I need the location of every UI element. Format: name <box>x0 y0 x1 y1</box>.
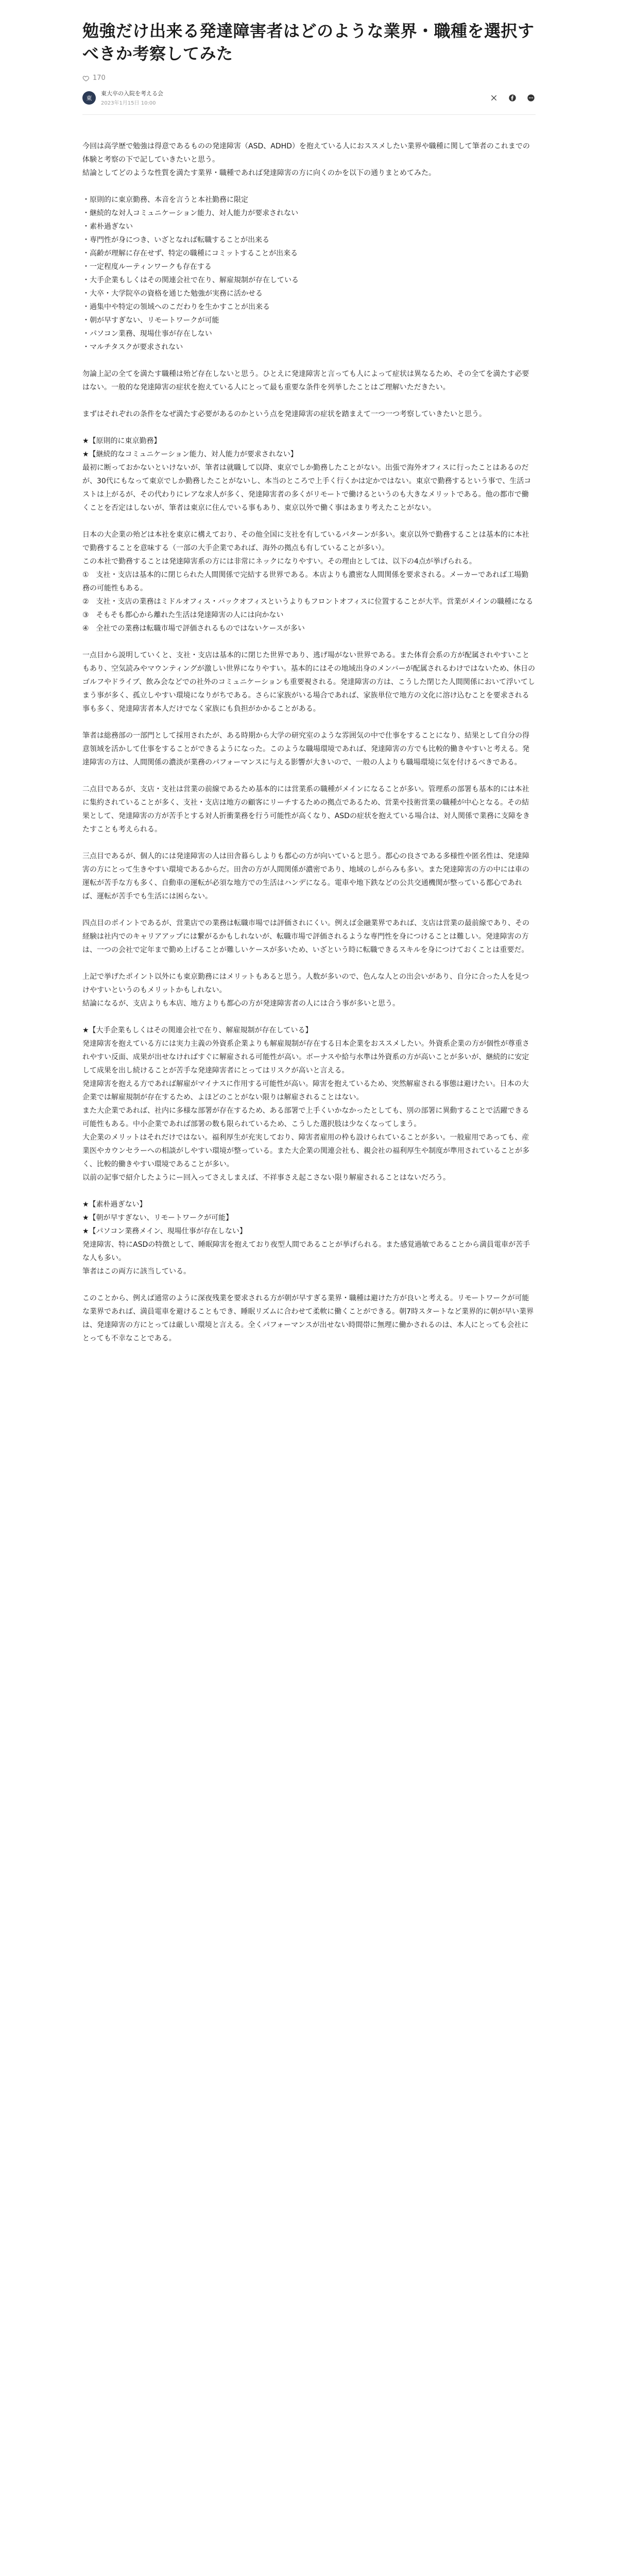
paragraph: 一点目から説明していくと、支社・支店は基本的に閉じた世界であり、逃げ場がない世界である。また体育会系の方が配属されやすいこともあり、空気読みやマウンティングが激しい世界になりやすい。基本的にはその地域出身のメンバーが配属されるわけではないため、休日のゴルフやドライブ、飲み会などでの社外のコミュニケーションも重要視される。発達障害の方は、こうした閉じた人間関係において浮いてしまう事が多く、孤立しやすい環境になりがちである。さらに家族がいる場合であれば、家族単位で地方の文化に溶け込むことを要求される事も多く、発達障害者本人だけでなく家族にも負担がかかることがある。 <box>82 651 536 713</box>
avatar[interactable]: 東 <box>82 91 96 105</box>
author-row <box>82 89 536 106</box>
x-icon[interactable] <box>489 93 499 103</box>
paragraph: 上記で挙げたポイント以外にも東京勤務にはメリットもあると思う。人数が多いので、色んな人との出会いがあり、自分に合った人を見つけやすいというのもメリットかもしれない。 結論になるが、支店よりも本店、地方よりも都心の方が発達障害者の人には合う事が多いと思う。 <box>82 973 529 1008</box>
share-actions <box>489 93 536 103</box>
author-name[interactable]: 東大卒の入院を考える会 <box>101 90 163 97</box>
paragraph: 日本の大企業の殆どは本社を東京に構えており、その他全国に支社を有しているパターンが多い。東京以外で勤務することは基本的に本社で勤務することを意味する（一部の大手企業であれば、海外の拠点も有していることが多い）。 この本社で勤務することは発達障害系の方には非常にネックになりやすい。その理由としては、以下の4点が挙げられる。 ① 支社・支店は基本的に閉じられた人間関係で完結する世界である。本店よりも濃密な人間関係を要求される。メーカーであれば工場勤務の可能性もある。 ② 支社・支店の業務はミドルオフィス・バックオフィスというよりもフロントオフィスに位置することが大半。営業がメインの職種になる ③ そもそも都心から離れた生活は発達障害の人には向かない ④ 全社での業務は転職市場で評価されるものではないケースが多い <box>82 531 534 633</box>
author-meta <box>101 89 163 106</box>
paragraph: 勿論上記の全てを満たす職種は殆ど存在しないと思う。ひとえに発達障害と言っても人によって症状は異なるため、その全てを満たす必要はない。一般的な発達障害の症状を抱えている人にとって最も重要な条件を列挙したことはご理解いただきたい。 <box>82 370 529 392</box>
paragraph: 筆者は総務部の一部門として採用されたが、ある時期から大学の研究室のような雰囲気の中で仕事をすることになり、結果として自分の得意領域を活かして仕事をすることができるようになった。このような職場環境であれば、発達障害の方でも比較的働きやすいと考える。発達障害の方は、人間関係の濃淡が業務のパフォーマンスに与える影響が大きいので、一般の人よりも職場環境に気を付けるべきである。 <box>82 732 529 767</box>
paragraph: このことから、例えば通常のように深夜残業を要求される方が朝が早すぎる業界・職種は避けた方が良いと考える。リモートワークが可能な業界であれば、満員電車を避けることもでき、睡眠リズムに合わせて柔軟に働くことができる。朝7時スタートなど業界的に朝が早い業界は、発達障害の方にとっては厳しい環境と言える。全くパフォーマンスが出せない時間帯に無理に働かされるのは、本人にとっても会社にとっても不幸なことである。 <box>82 1294 534 1343</box>
heart-icon[interactable] <box>82 75 90 82</box>
more-icon[interactable] <box>526 93 536 103</box>
paragraph: ★【素朴過ぎない】 ★【朝が早すぎない、リモートワークが可能】 ★【パソコン業務メイン、現場仕事が存在しない】 発達障害、特にASDの特徴として、睡眠障害を抱えており夜型人間であることが挙げられる。また感覚過敏であることから満員電車が苦手な人も多い。 筆者はこの両方に該当している。 <box>82 1200 530 1276</box>
facebook-icon[interactable] <box>508 93 517 103</box>
like-area[interactable] <box>82 74 536 82</box>
paragraph: 四点目のポイントであるが、営業店での業務は転職市場では評価されにくい。例えば金融業界であれば、支店は営業の最前線であり、その経験は社内でのキャリアアップには繋がるかもしれないが、転職市場で評価されるような専門性を身につけることは難しい。発達障害の方は、一つの会社で定年まで勤め上げることが難しいケースが多いため、いざという時に転職できるスキルを身につけておくことは重要だ。 <box>82 919 529 954</box>
article-title: 勉強だけ出来る発達障害者はどのような業界・職種を選択すべきか考察してみた <box>82 21 535 63</box>
paragraph: 二点目であるが、支店・支社は営業の前線であるため基本的には営業系の職種がメインになることが多い。管理系の部署も基本的には本社に集約されていることが多く、支社・支店は地方の顧客にリーチするための拠点であるため、営業や技術営業の職種が中心となる。その結果として、発達障害の方が苦手とする対人折衝業務を行う可能性が高くなり、ASDの症状を抱えている場合は、対人関係で業務に支障をきたすことも考えられる。 <box>82 785 530 834</box>
paragraph: ★【原則的に東京勤務】 ★【継続的なコミュニケーション能力、対人能力が要求されない】 最初に断っておかないといけないが、筆者は就職して以降、東京でしか勤務したことがない。出張で海外オフィスに行ったことはあるのだが、30代にもなって東京でしか勤務したことがないし、本当のところで上手く行くかは定かではない。東京で勤務するという事で、生活コストは上がるが、その代わりにレアな求人が多く、発達障害者の多くがリモートで働けるというのも大きなメリットである。他の都市で働くことを否定はしないが、筆者は東京に住んでいる事もあり、東京以外で働く事はあまり考えたことがない。 <box>82 437 531 512</box>
paragraph: ・原則的に東京勤務、本音を言うと本社勤務に限定 ・継続的な対人コミュニケーション能力、対人能力が要求されない ・素朴過ぎない ・専門性が身につき、いざとなれば転職することが出来る ・高齢が理解に存在せず、特定の職種にコミットすることが出来る ・一定程度ルーティンワークも存在する ・大手企業もしくはその関連会社で在り、解雇規制が存在している ・大卒・大学院卒の資格を通じた勉強が実務に活かせる ・過集中や特定の領域へのこだわりを生かすことが出来る ・朝が早すぎない、リモートワークが可能 ・パソコン業務、現場仕事が存在しない ・マルチタスクが要求されない <box>82 196 299 351</box>
paragraph: 今回は高学歴で勉強は得意であるものの発達障害（ASD、ADHD）を抱えている人におススメしたい業界や職種に関して筆者のこれまでの体験と考察の下で記していきたいと思う。 結論としてどのような性質を満たす業界・職種であれば発達障害の方に向くのかを以下の通りまとめてみた。 <box>82 142 530 177</box>
paragraph: 三点目であるが、個人的には発達障害の人は田舎暮らしよりも都心の方が向いていると思う。都心の良さである多様性や匿名性は、発達障害の方にとって生きやすい環境であるからだ。田舎の方が人間関係が濃密であり、地域のしがらみも多い。また発達障害の方の中には車の運転が苦手な方も多く、自動車の運転が必須な地方での生活はハンデになる。電車や地下鉄などの公共交通機関が整っている都心であれば、運転が苦手でも生活には困らない。 <box>82 852 529 901</box>
paragraph: まずはそれぞれの条件をなぜ満たす必要があるのかという点を発達障害の症状を踏まえて一つ一つ考察していきたいと思う。 <box>82 410 486 418</box>
header-divider <box>82 114 536 115</box>
like-count: 170 <box>93 74 106 82</box>
paragraph: ★【大手企業もしくはその関連会社で在り、解雇規制が存在している】 発達障害を抱えている方には実力主義の外資系企業よりも解雇規制が存在する日本企業をおススメしたい。外資系企業の方が個性が尊重されやすい反面、成果が出せなければすぐに解雇される可能性が高い。ボーナスや給与水準は外資系の方が高いことが多いが、継続的に安定して成果を出し続けることが苦手な発達障害者にとってはリスクが高いと言える。 発達障害を抱える方であれば解雇がマイナスに作用する可能性が高い。障害を抱えているため、突然解雇される事態は避けたい。日本の大企業では解雇規制が存在するため、よほどのことがない限りは解雇されることはない。 また大企業であれば、社内に多様な部署が存在するため、ある部署で上手くいかなかったとしても、別の部署に異動することで活躍できる可能性もある。中小企業であれば部署の数も限られているため、こうした選択肢は少なくなってしまう。 大企業のメリットはそれだけではない。福利厚生が充実しており、障害者雇用の枠も設けられていることが多い。一般雇用であっても、産業医やカウンセラーへの相談がしやすい環境が整っている。また大企業の関連会社も、親会社の福利厚生や制度が準用されていることが多く、比較的働きやすい環境であることが多い。 以前の記事で紹介したようにー回入ってさえしまえば、不祥事さえ起こさない限り解雇されることはないだろう。 <box>82 1026 529 1182</box>
publish-date: 2023年1月15日 10:00 <box>101 100 156 106</box>
article-body <box>82 140 536 1345</box>
article-page <box>82 0 536 1345</box>
